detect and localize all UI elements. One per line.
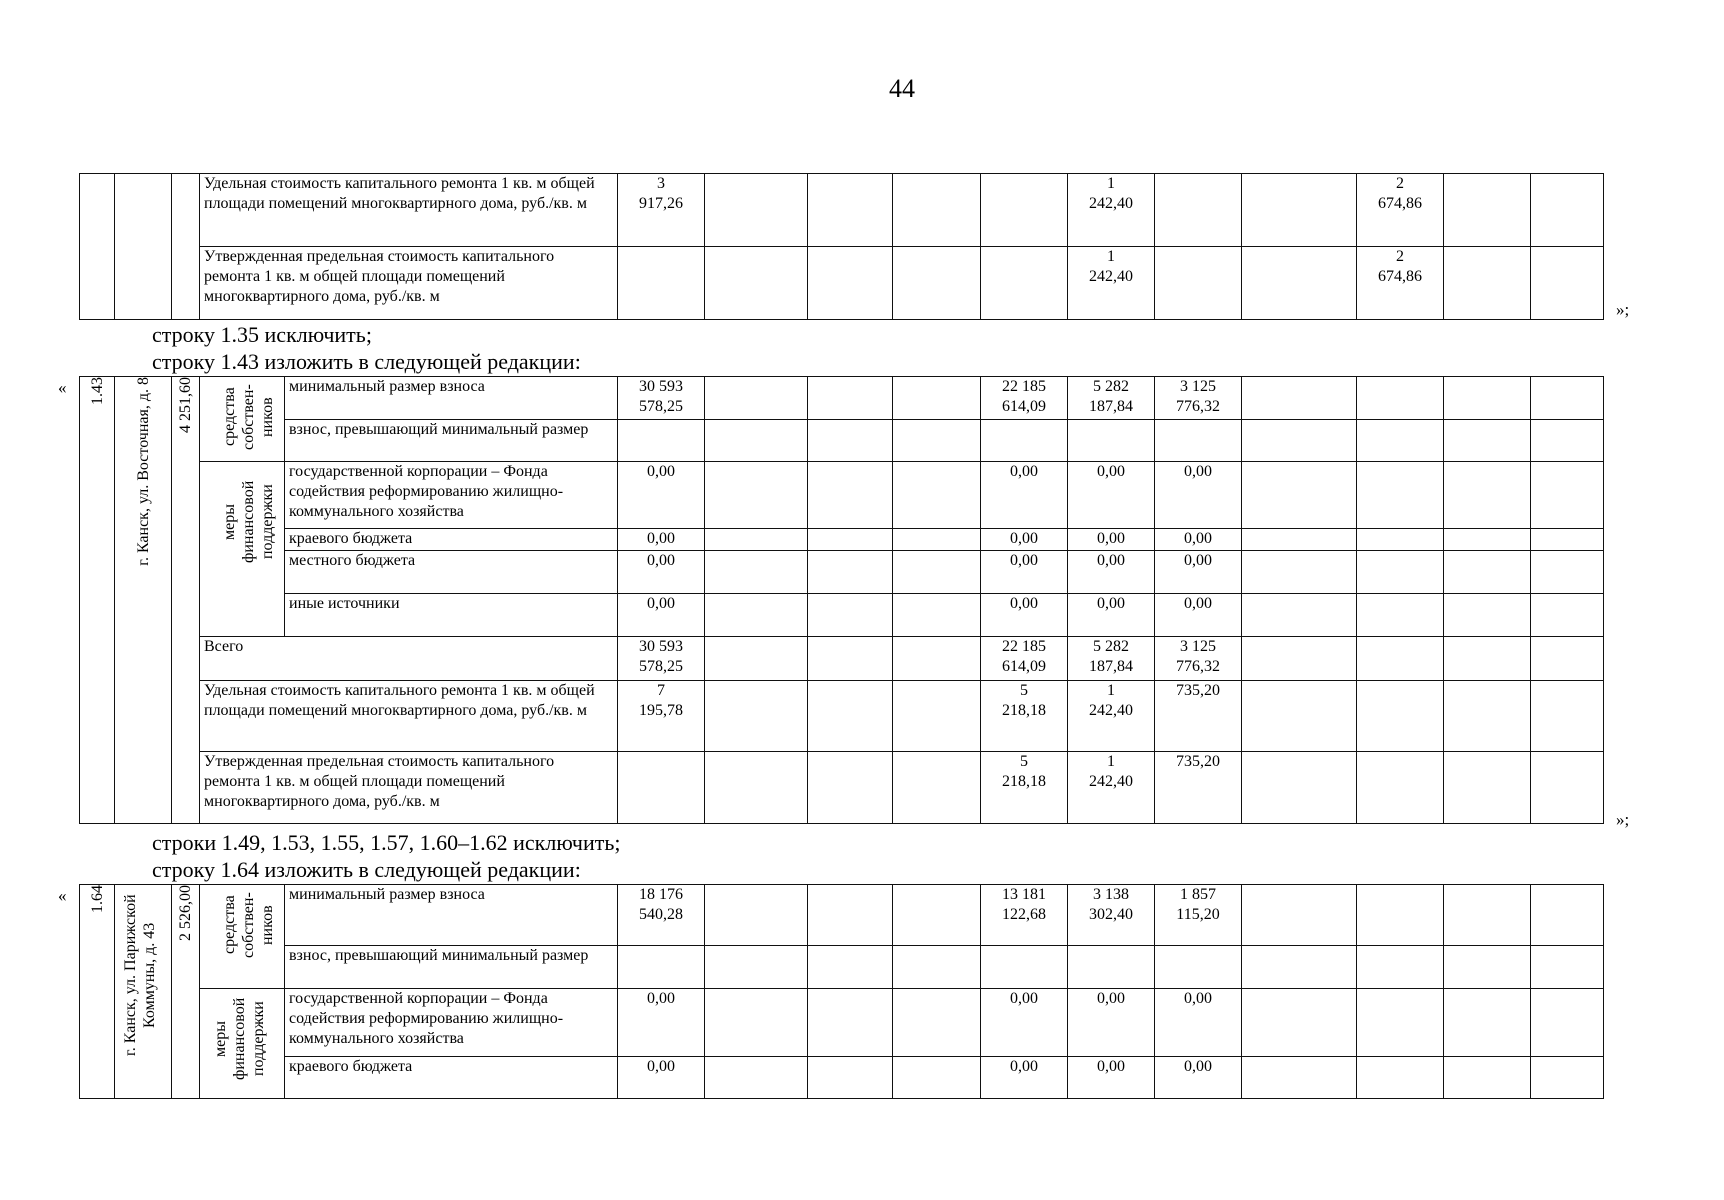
cell-value: 0,00 xyxy=(1155,989,1242,1057)
cell-value: 0,00 xyxy=(1068,551,1155,594)
cell-value: 0,00 xyxy=(618,551,705,594)
instruction-line: строки 1.49, 1.53, 1.55, 1.57, 1.60–1.62 исключить; xyxy=(152,830,621,855)
sredstva-label: средства собствен-ников xyxy=(221,892,276,958)
cell-value: 2 674,86 xyxy=(1357,247,1444,320)
table-row xyxy=(80,377,1604,420)
cell-value: 0,00 xyxy=(618,529,705,551)
cell-value: 1 242,40 xyxy=(1068,174,1155,247)
cell-value: 0,00 xyxy=(981,1057,1068,1099)
table-row xyxy=(80,551,1604,594)
mery-label: меры финансовой поддержки xyxy=(221,480,276,564)
cell-value: 735,20 xyxy=(1155,752,1242,824)
table-row xyxy=(80,885,1604,946)
address: г. Канск, ул. Парижской Коммуны, д. 43 xyxy=(122,894,158,1056)
row-number: 1.43 xyxy=(88,377,106,405)
cell-value: 0,00 xyxy=(981,529,1068,551)
cell-value: 0,00 xyxy=(981,594,1068,637)
cell-value: 5 218,18 xyxy=(981,681,1068,752)
instruction-line: строку 1.43 изложить в следующей редакции: xyxy=(152,349,581,374)
table-row xyxy=(80,462,1604,529)
table-row-1-64 xyxy=(79,884,1604,1099)
area: 2 526,00 xyxy=(177,885,194,941)
cell-value: 2 674,86 xyxy=(1357,174,1444,247)
udelnaya-label: Удельная стоимость капитального ремонта 1 кв. м общей площади помещений многоквартирного дома, руб./кв. м xyxy=(200,174,618,247)
cell-value: 0,00 xyxy=(1068,594,1155,637)
cell-value: 1 857 115,20 xyxy=(1155,885,1242,946)
table-row xyxy=(80,989,1604,1057)
cell-value: 0,00 xyxy=(1155,594,1242,637)
cell-value: 30 593 578,25 xyxy=(618,637,705,681)
udelnaya-label: Удельная стоимость капитального ремонта 1 кв. м общей площади помещений многоквартирного дома, руб./кв. м xyxy=(200,681,618,752)
cell-value: 18 176 540,28 xyxy=(618,885,705,946)
cell-value: 3 125 776,32 xyxy=(1155,637,1242,681)
cell-value: 0,00 xyxy=(1068,462,1155,529)
table-row xyxy=(80,247,1604,320)
area: 4 251,60 xyxy=(177,377,194,433)
cell-value: 0,00 xyxy=(618,1057,705,1099)
table-row xyxy=(80,946,1604,989)
table-row xyxy=(80,681,1604,752)
cell-value: 3 125 776,32 xyxy=(1155,377,1242,420)
cell-value: 22 185 614,09 xyxy=(981,377,1068,420)
cell-value: 0,00 xyxy=(618,989,705,1057)
quote-close: »; xyxy=(1616,810,1630,829)
gos-korp-label: государственной корпорации – Фонда содействия реформированию жилищно-коммунального хозяйства xyxy=(285,989,618,1057)
cell-value: 1 242,40 xyxy=(1068,752,1155,824)
cell-value: 5 282 187,84 xyxy=(1068,637,1155,681)
sredstva-label: средства собствен-ников xyxy=(221,384,276,450)
cell-value: 0,00 xyxy=(618,594,705,637)
cell-value: 1 242,40 xyxy=(1068,681,1155,752)
mery-label: меры финансовой поддержки xyxy=(212,997,267,1081)
cell-value: 0,00 xyxy=(1068,989,1155,1057)
cell-value: 13 181 122,68 xyxy=(981,885,1068,946)
cell-value: 0,00 xyxy=(618,462,705,529)
cell-value: 5 282 187,84 xyxy=(1068,377,1155,420)
quote-open: « xyxy=(58,378,67,397)
table-row xyxy=(80,637,1604,681)
table-row xyxy=(80,752,1604,824)
cell-value: 0,00 xyxy=(1068,1057,1155,1099)
vsego-label: Всего xyxy=(200,637,618,681)
utverzh-label: Утвержденная предельная стоимость капитального ремонта 1 кв. м общей площади помещений многоквартирного дома, руб./кв. м xyxy=(200,247,618,320)
table-row xyxy=(80,420,1604,462)
quote-close: »; xyxy=(1616,300,1630,319)
cell-value: 5 218,18 xyxy=(981,752,1068,824)
gos-korp-label: государственной корпорации – Фонда содействия реформированию жилищно-коммунального хозяйства xyxy=(285,462,618,529)
inye-label: иные источники xyxy=(285,594,618,637)
table-row xyxy=(80,174,1604,247)
table-continuation xyxy=(79,173,1604,320)
cell-value: 3 138 302,40 xyxy=(1068,885,1155,946)
table-row xyxy=(80,594,1604,637)
table-row-1-43 xyxy=(79,376,1604,824)
kraevoy-label: краевого бюджета xyxy=(285,1057,618,1099)
min-vznos-label: минимальный размер взноса xyxy=(285,377,618,420)
cell-value: 30 593 578,25 xyxy=(618,377,705,420)
table-row xyxy=(80,1057,1604,1099)
row-number: 1.64 xyxy=(88,885,106,913)
cell-value: 0,00 xyxy=(1155,462,1242,529)
instruction-line: строку 1.64 изложить в следующей редакции: xyxy=(152,857,581,882)
cell-value: 735,20 xyxy=(1155,681,1242,752)
cell-value: 3 917,26 xyxy=(618,174,705,247)
cell-value: 7 195,78 xyxy=(618,681,705,752)
kraevoy-label: краевого бюджета xyxy=(285,529,618,551)
page-number: 44 xyxy=(889,74,915,103)
quote-open: « xyxy=(58,886,67,905)
mestny-label: местного бюджета xyxy=(285,551,618,594)
excess-vznos-label: взнос, превышающий минимальный размер xyxy=(285,946,618,989)
cell-value: 0,00 xyxy=(1155,551,1242,594)
address: г. Канск, ул. Восточная, д. 8 xyxy=(134,377,152,566)
min-vznos-label: минимальный размер взноса xyxy=(285,885,618,946)
cell-value: 0,00 xyxy=(1068,529,1155,551)
table-row xyxy=(80,529,1604,551)
cell-value: 0,00 xyxy=(981,462,1068,529)
excess-vznos-label: взнос, превышающий минимальный размер xyxy=(285,420,618,462)
cell-value: 1 242,40 xyxy=(1068,247,1155,320)
cell-value: 0,00 xyxy=(1155,1057,1242,1099)
cell-value: 0,00 xyxy=(981,989,1068,1057)
utverzh-label: Утвержденная предельная стоимость капитального ремонта 1 кв. м общей площади помещений многоквартирного дома, руб./кв. м xyxy=(200,752,618,824)
cell-value: 22 185 614,09 xyxy=(981,637,1068,681)
cell-value: 0,00 xyxy=(981,551,1068,594)
cell-value: 0,00 xyxy=(1155,529,1242,551)
instruction-line: строку 1.35 исключить; xyxy=(152,322,372,347)
